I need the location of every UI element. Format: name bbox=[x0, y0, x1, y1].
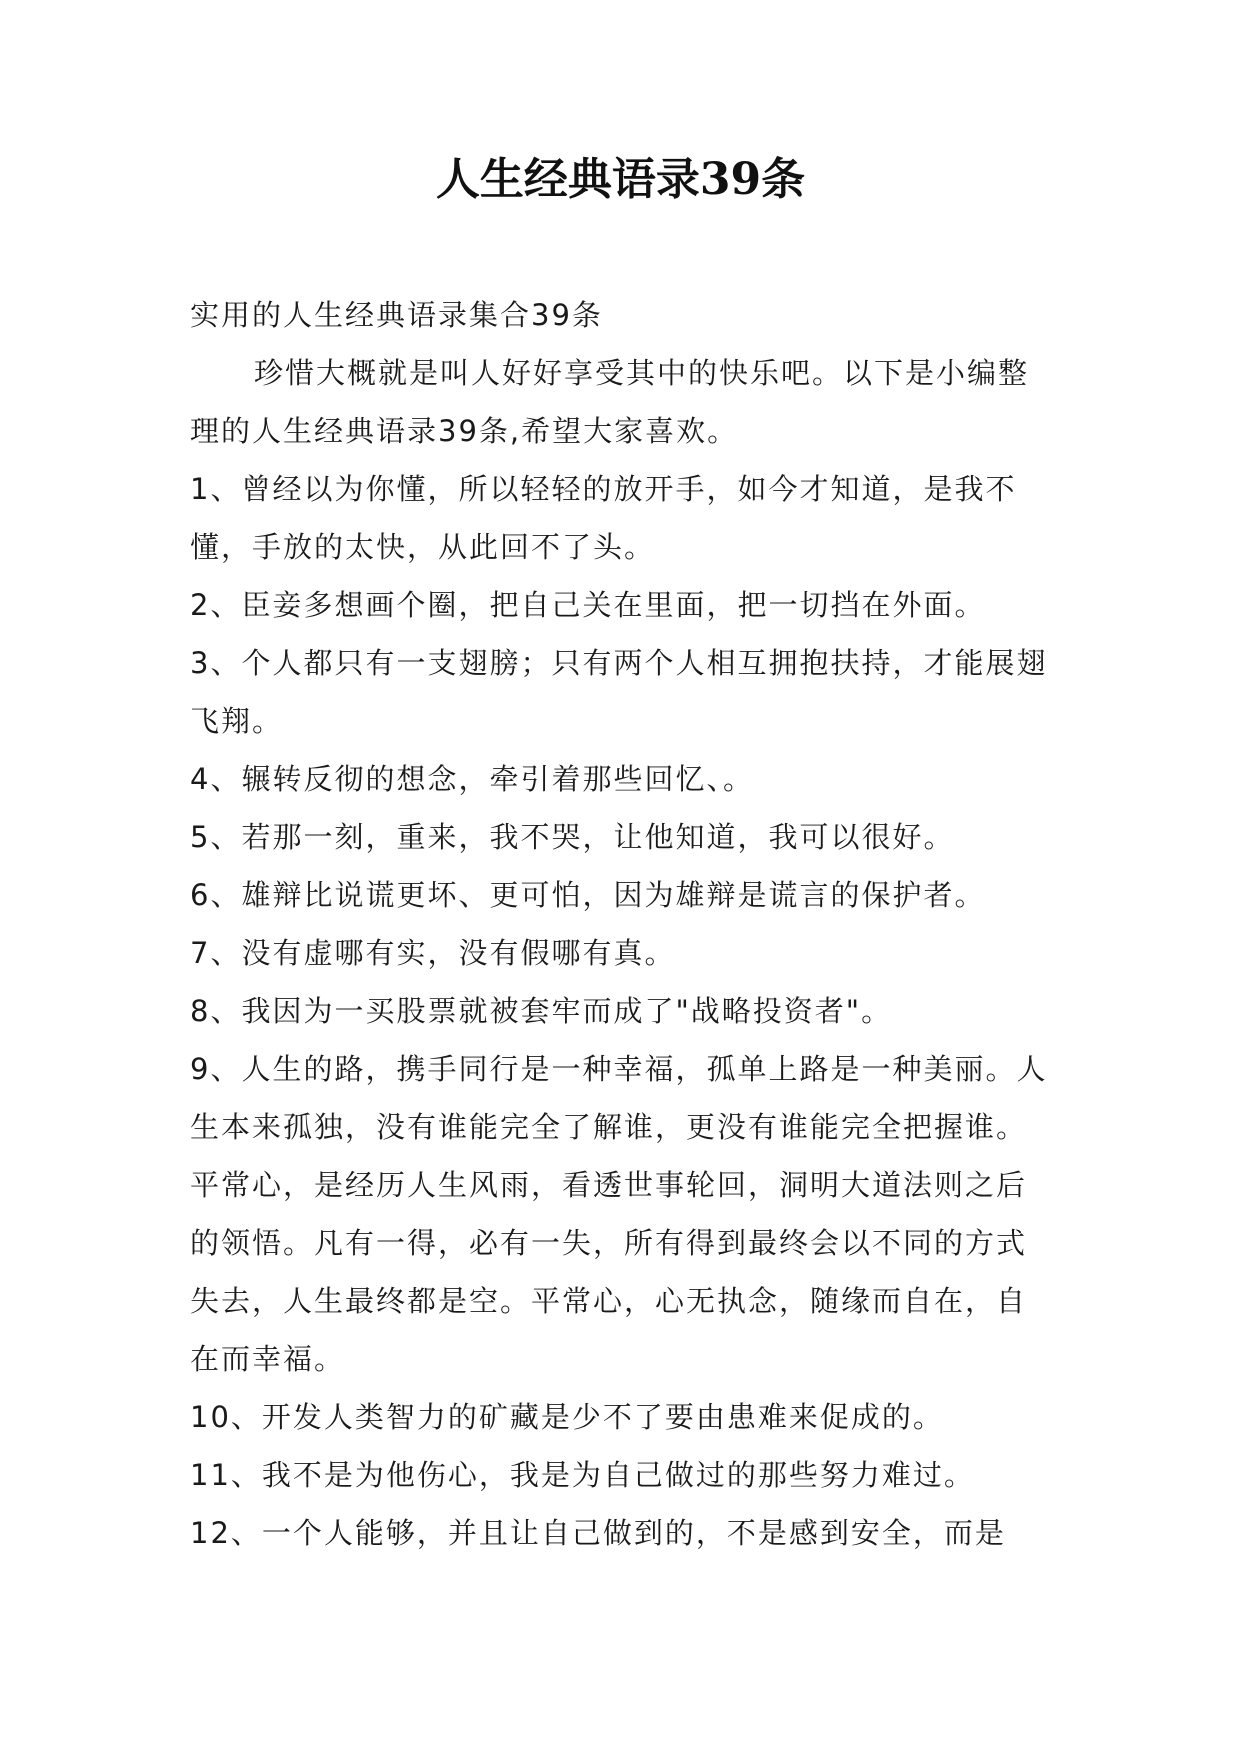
document-body bbox=[190, 286, 1055, 1562]
subtitle-paragraph: 实用的人生经典语录集合39条 bbox=[190, 298, 603, 332]
quote-item-2: 2、臣妾多想画个圈，把自己关在里面，把一切挡在外面。 bbox=[190, 588, 986, 622]
document-title: 人生经典语录39条 bbox=[435, 154, 806, 205]
quote-item-10: 10、开发人类智力的矿藏是少不了要由患难来促成的。 bbox=[190, 1400, 944, 1434]
quote-item-12: 12、一个人能够，并且让自己做到的，不是感到安全，而是 bbox=[190, 1516, 1006, 1550]
quote-item-4: 4、辗转反彻的想念，牵引着那些回忆、。 bbox=[190, 762, 754, 796]
quote-item-5: 5、若那一刻，重来，我不哭，让他知道，我可以很好。 bbox=[190, 820, 955, 854]
quote-item-6: 6、雄辩比说谎更坏、更可怕，因为雄辩是谎言的保护者。 bbox=[190, 878, 986, 912]
quote-item-1: 1、曾经以为你懂，所以轻轻的放开手，如今才知道，是我不懂，手放的太快，从此回不了头。 bbox=[190, 472, 1017, 564]
intro-paragraph: 珍惜大概就是叫人好好享受其中的快乐吧。以下是小编整理的人生经典语录39条,希望大家喜欢。 bbox=[190, 356, 1030, 448]
quote-item-9: 9、人生的路，携手同行是一种幸福，孤单上路是一种美丽。人生本来孤独，没有谁能完全了解谁，更没有谁能完全把握谁。平常心，是经历人生风雨，看透世事轮回，洞明大道法则之后的领悟。凡有一得，必有一失，所有得到最终会以不同的方式失去，人生最终都是空。平常心，心无执念，随缘而自在，自在而幸福。 bbox=[190, 1052, 1048, 1376]
quote-item-3: 3、个人都只有一支翅膀；只有两个人相互拥抱扶持，才能展翅飞翔。 bbox=[190, 646, 1048, 738]
quote-item-7: 7、没有虚哪有实，没有假哪有真。 bbox=[190, 936, 676, 970]
quote-item-11: 11、我不是为他伤心，我是为自己做过的那些努力难过。 bbox=[190, 1458, 975, 1492]
quote-item-8: 8、我因为一买股票就被套牢而成了"战略投资者"。 bbox=[190, 994, 893, 1028]
